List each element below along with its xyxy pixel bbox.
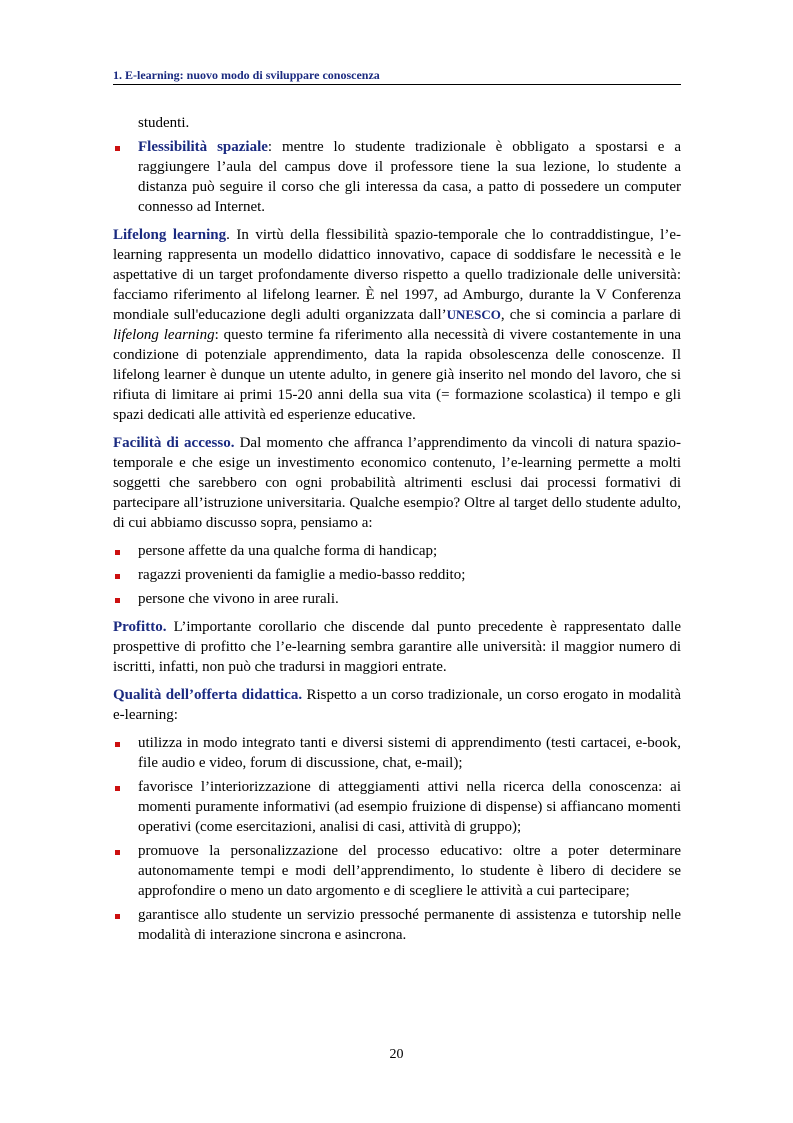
lifelong-text-1: . In virtù della flessibilità spazio-temporale che lo contraddistingue, l’e-learning rappresenta un modello didattico innovativo, capace di soddisfare le necessità e le aspettative di un target profondamente diverso rispetto a quello tradizionale delle università: facciamo riferimento al lifelong learner. È nel 1997, ad Amburgo, durante la V Conferenza mondiale sull'educazione degli adulti organizzata dall’ [113, 227, 681, 323]
access-text: Dal momento che affranca l’apprendimento da vincoli di natura spazio-temporale e che esige un investimento economico contenuto, l’e-learning permette a molti soggetti che sarebbero con ogni probabilità altrimenti esclusi dai processi formativi di partecipare all’istruzione universitaria. Qualche esempio? Oltre al target dello studente adulto, di cui abbiamo discusso sopra, pensiamo a: [113, 435, 682, 531]
lifelong-paragraph [113, 225, 681, 425]
profit-text: L’importante corollario che discende dal punto precedente è rappresentato dalle prospettive di profitto che l’e-learning sembra garantire alle università: il maggior numero di iscritti, infatti, non può che tradursi in maggiori entrate. [113, 619, 681, 675]
list-item: utilizza in modo integrato tanti e diversi sistemi di apprendimento (testi cartacei, e-book, file audio e video, forum di discussione, chat, e-mail); [113, 733, 681, 773]
quality-text: Rispetto a un corso tradizionale, un corso erogato in modalità e-learning: [113, 687, 681, 723]
lifelong-italic: lifelong learning [113, 327, 215, 343]
profit-title: Profitto. [113, 619, 167, 635]
list-item [113, 137, 681, 217]
list-item: persone che vivono in aree rurali. [113, 589, 681, 609]
page-body [113, 113, 681, 953]
list-item: persone affette da una qualche forma di handicap; [113, 541, 681, 561]
unesco-link[interactable]: UNESCO [446, 307, 501, 322]
quality-title: Qualità dell’offerta didattica. [113, 687, 303, 703]
flex-list [113, 137, 681, 217]
access-list [113, 541, 681, 609]
quality-paragraph [113, 685, 681, 725]
lifelong-title: Lifelong learning [113, 227, 227, 243]
access-paragraph [113, 433, 681, 533]
flex-text: : mentre lo studente tradizionale è obbligato a spostarsi e a raggiungere l’aula del campus dove il professore tiene la sua lezione, lo studente a distanza può seguire il corso che gli interessa da casa, a patto di possedere un computer connesso ad Internet. [138, 139, 681, 215]
list-item: promuove la personalizzazione del processo educativo: oltre a poter determinare autonomamente tempi e modi dell’apprendimento, lo studente è libero di decidere se approfondire o meno un dato argomento e di scegliere le attività a cui partecipare; [113, 841, 681, 901]
lifelong-text-2: , che si comincia a parlare di [500, 307, 681, 323]
list-item: garantisce allo studente un servizio pressoché permanente di assistenza e tutorship nelle modalità di interazione sincrona e asincrona. [113, 905, 681, 945]
access-title: Facilità di accesso. [113, 435, 235, 451]
continuation-text: studenti. [138, 115, 190, 131]
list-item: ragazzi provenienti da famiglie a medio-basso reddito; [113, 565, 681, 585]
lifelong-text-3: : questo termine fa riferimento alla necessità di vivere costantemente in una condizione di potenziale apprendimento, data la rapida obsolescenza delle conoscenze. Il lifelong learner è dunque un utente adulto, in genere già inserito nel mondo del lavoro, che si rifiuta di limitare ai primi 15-20 anni della sua vita (= formazione scolastica) il tempo e gli spazi dedicati alle attività ed esperienze educative. [113, 327, 681, 423]
flex-title: Flessibilità spaziale [138, 139, 268, 155]
page-number: 20 [389, 1047, 404, 1062]
list-item: favorisce l’interiorizzazione di atteggiamenti attivi nella ricerca della conoscenza: ai momenti puramente informativi (ad esempio fruizione di dispense) si affiancano momenti operativi (come esercitazioni, analisi di casi, attività di gruppo); [113, 777, 681, 837]
quality-list [113, 733, 681, 945]
profit-paragraph [113, 617, 681, 677]
running-header: 1. E-learning: nuovo modo di sviluppare conoscenza [113, 68, 681, 85]
